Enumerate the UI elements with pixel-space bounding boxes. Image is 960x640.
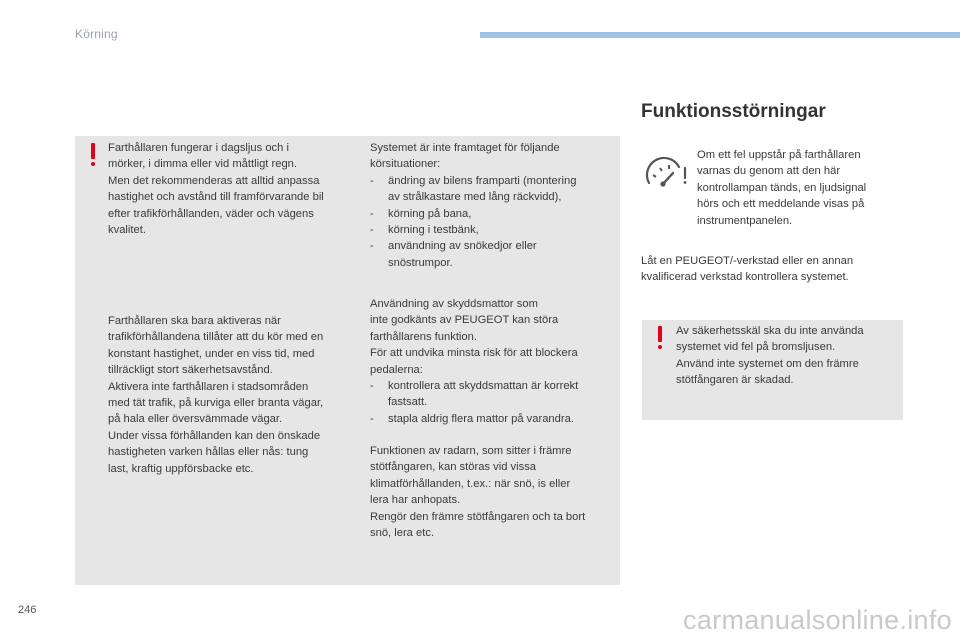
text-line: lera har anhopats. (370, 494, 461, 507)
list-item: - ändring av bilens framparti (montering av strålkastare med lång räckvidd), (370, 173, 615, 206)
text-line: Systemet är inte framtaget för följande (370, 142, 560, 154)
text-line: farthållarens funktion. (370, 330, 477, 343)
text-line: Aktivera inte farthållaren i stadsområden (108, 380, 309, 393)
text-line: last, kraftig uppförsbacke etc. (108, 462, 254, 475)
text-line: Farthållaren ska bara aktiveras när (108, 315, 281, 327)
text-line: kontrollampan tänds, en ljudsignal (697, 181, 867, 194)
list-item: - körning på bana, (370, 206, 615, 222)
text-line: snö, lera etc. (370, 527, 435, 540)
middle-situations-text (370, 140, 615, 271)
text-line: Funktionen av radarn, som sitter i främre (370, 445, 572, 457)
text-line: Under vissa förhållanden kan den önskade (108, 429, 321, 442)
text-line: tillräckligt stort säkerhetsavstånd. (108, 364, 273, 377)
text-line: systemet vid fel på bromsljusen. (676, 341, 836, 354)
text-line: Använd inte systemet om den främre (676, 357, 859, 370)
text-line: hörs och ett meddelande visas på (697, 198, 865, 211)
text-line: klimatförhållanden, t.ex.: när snö, is eller (370, 477, 571, 490)
text-line: Användning av skyddsmattor som (370, 298, 538, 310)
text-line: hastigheten varken hållas eller nås: tung (108, 446, 309, 459)
text-line: efter trafikförhållanden, väder och vägens (108, 207, 314, 220)
section-heading: Funktionsstörningar (641, 101, 826, 122)
text-line: Låt en PEUGEOT/-verkstad eller en annan (641, 255, 854, 267)
watermark: carmanualsonline.info (683, 605, 952, 635)
text-line: konstant hastighet, under en viss tid, med (108, 347, 315, 360)
text-line: stötfångaren, kan störas vid vissa (370, 461, 537, 474)
list-item: - stapla aldrig flera mattor på varandra. (370, 411, 615, 427)
text-line: på hala eller översvämmade vägar. (108, 413, 283, 426)
text-line: pedalerna: (370, 363, 423, 376)
text-line: inte godkänts av PEUGEOT kan störa (370, 314, 559, 327)
text-line: stötfångaren är skadad. (676, 374, 794, 387)
situation-list (370, 173, 615, 271)
text-line: Farthållaren fungerar i dagsljus och i (108, 142, 289, 154)
list-item: - körning i testbänk, (370, 222, 615, 238)
page-number: 246 (18, 604, 37, 616)
text-line: mörker, i dimma eller vid måttligt regn. (108, 158, 298, 171)
mats-list (370, 378, 615, 427)
safety-warning-text (676, 323, 898, 389)
text-line: trafikförhållandena tillåter att du kör med en (108, 331, 324, 344)
text-line: med tät trafik, på kurviga eller branta vägar, (108, 397, 324, 410)
fault-description (697, 147, 902, 229)
warning-exclamation-icon (656, 326, 664, 350)
warning-exclamation-icon (89, 143, 97, 167)
section-label: Körning (75, 27, 118, 41)
left-warning-text (108, 140, 353, 238)
text-line: kvalificerad verkstad kontrollera systemet. (641, 271, 849, 284)
left-activation-text (108, 313, 353, 477)
middle-radar-text (370, 443, 615, 541)
text-line: körsituationer: (370, 158, 441, 171)
middle-mats-text (370, 296, 615, 427)
text-line: Av säkerhetsskäl ska du inte använda (676, 325, 864, 337)
list-item: - kontrollera att skyddsmattan är korrekt fastsatt. (370, 378, 615, 411)
text-line: För att undvika minsta risk för att blockera (370, 347, 578, 360)
section-accent-bar (480, 32, 960, 38)
workshop-advice (641, 253, 911, 286)
text-line: Rengör den främre stötfångaren och ta bort (370, 510, 586, 523)
text-line: hastighet och avstånd till framförvarande bil (108, 191, 324, 204)
text-line: Om ett fel uppstår på farthållaren (697, 149, 861, 161)
text-line: varnas du genom att den här (697, 165, 841, 178)
cruise-control-fault-icon (643, 153, 689, 191)
text-line: kvalitet. (108, 224, 146, 237)
list-item: - användning av snökedjor eller snöstrumpor. (370, 238, 615, 271)
text-line: Men det rekommenderas att alltid anpassa (108, 174, 320, 187)
text-line: instrumentpanelen. (697, 214, 793, 227)
